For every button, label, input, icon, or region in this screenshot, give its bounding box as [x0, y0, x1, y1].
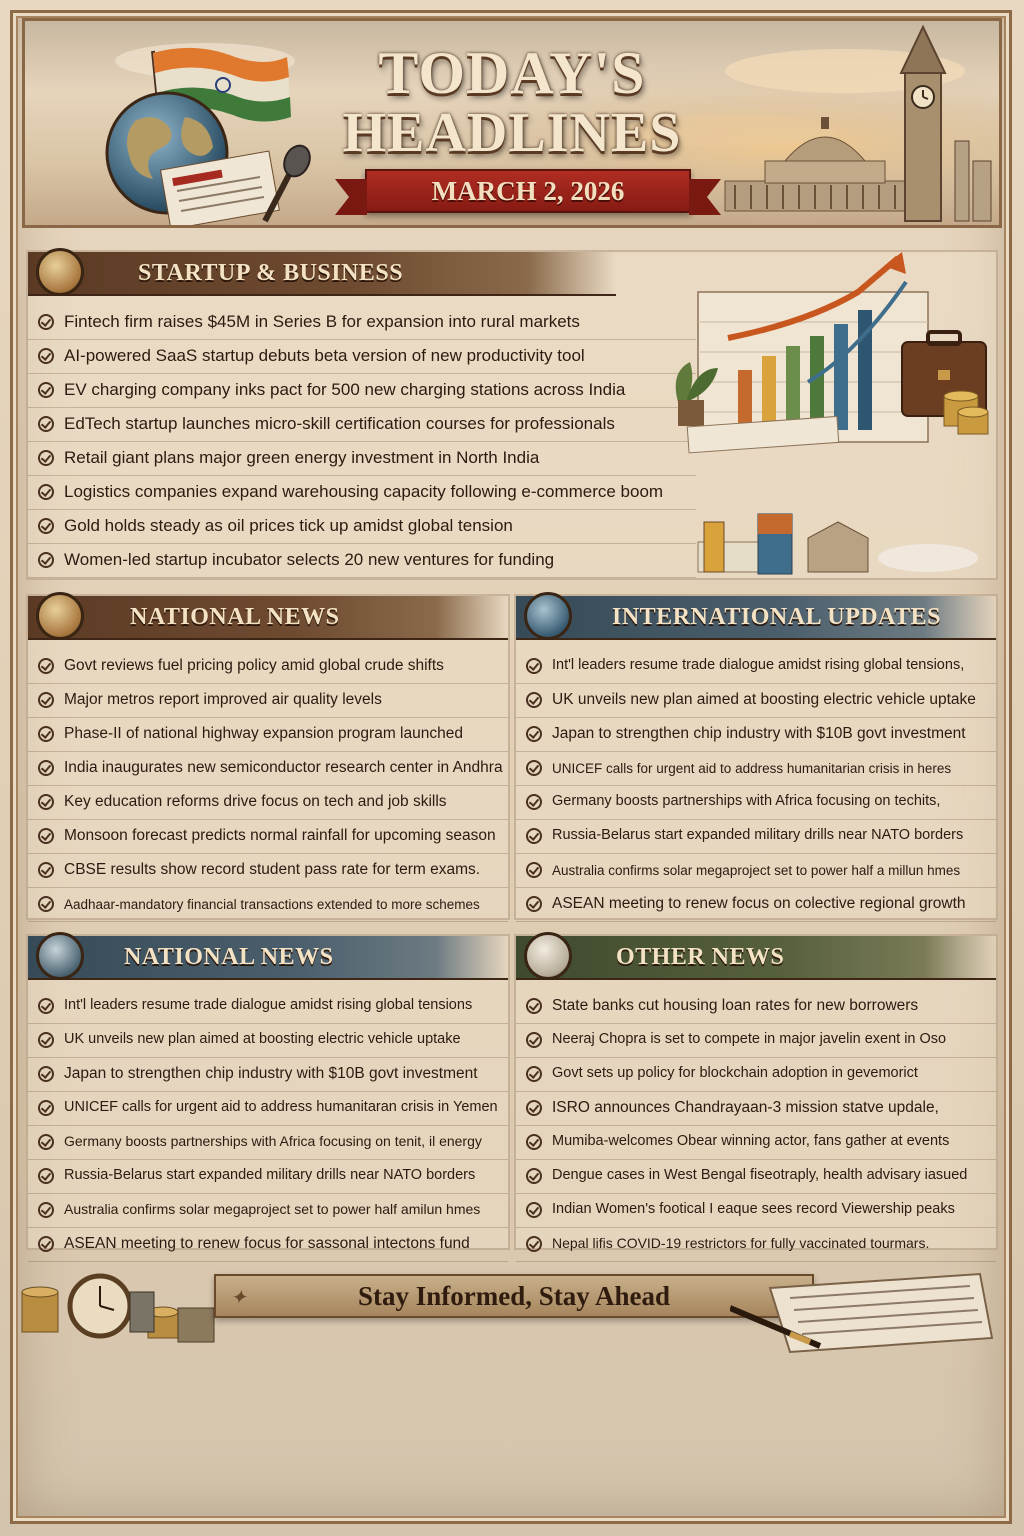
- check-icon: [526, 896, 542, 912]
- section-title-startup: STARTUP & BUSINESS: [138, 260, 404, 286]
- check-icon: [38, 1202, 54, 1218]
- header-banner: [22, 18, 1002, 228]
- list-item[interactable]: Gold holds steady as oil prices tick up amidst global tension: [28, 510, 696, 544]
- list-item[interactable]: Germany boosts partnerships with Africa focusing on techits,: [516, 786, 996, 820]
- date-ribbon: [365, 169, 691, 213]
- list-item[interactable]: Australia confirms solar megaproject set to power half amilun hmes: [28, 1194, 508, 1228]
- list-item[interactable]: ASEAN meeting to renew focus for sassonal intectons fund: [28, 1228, 508, 1262]
- compass-icon: [36, 248, 84, 296]
- check-icon: [38, 1066, 54, 1082]
- check-icon: [526, 794, 542, 810]
- list-item[interactable]: UNICEF calls for urgent aid to address humanitarian crisis in heres: [516, 752, 996, 786]
- section-header-national-1: [28, 596, 508, 640]
- football-icon: [524, 932, 572, 980]
- check-icon: [38, 794, 54, 810]
- globe-icon: [524, 592, 572, 640]
- section-title-national-1: NATIONAL NEWS: [130, 604, 340, 630]
- list-item[interactable]: Japan to strengthen chip industry with $10B govt investment: [28, 1058, 508, 1092]
- list-item[interactable]: EdTech startup launches micro-skill certification courses for professionals: [28, 408, 696, 442]
- other-list: [516, 990, 996, 1262]
- check-icon: [526, 998, 542, 1014]
- check-icon: [38, 552, 54, 568]
- section-title-international: INTERNATIONAL UPDATES: [612, 604, 942, 630]
- list-item[interactable]: Indian Women's footical I eaque sees record Viewership peaks: [516, 1194, 996, 1228]
- list-item[interactable]: Aadhaar-mandatory financial transactions extended to more schemes: [28, 888, 508, 922]
- section-startup-business: [26, 250, 998, 580]
- section-national-news-1: [26, 594, 510, 920]
- check-icon: [526, 1168, 542, 1184]
- check-icon: [38, 1100, 54, 1116]
- star-ornament-icon: ✦: [230, 1287, 247, 1309]
- check-icon: [526, 1066, 542, 1082]
- date-label: MARCH 2, 2026: [431, 176, 625, 206]
- check-icon: [38, 348, 54, 364]
- list-item[interactable]: Germany boosts partnerships with Africa focusing on tenit, il energy: [28, 1126, 508, 1160]
- check-icon: [38, 314, 54, 330]
- check-icon: [38, 382, 54, 398]
- startup-list: [28, 306, 696, 578]
- section-national-news-2: [26, 934, 510, 1250]
- international-list: [516, 650, 996, 922]
- footer-tagline: Stay Informed, Stay Ahead: [357, 1281, 671, 1311]
- list-item[interactable]: Govt reviews fuel pricing policy amid global crude shifts: [28, 650, 508, 684]
- list-item[interactable]: Monsoon forecast predicts normal rainfall for upcoming season: [28, 820, 508, 854]
- check-icon: [38, 862, 54, 878]
- footer-tagline-banner: [214, 1274, 814, 1318]
- check-icon: [38, 760, 54, 776]
- list-item[interactable]: Int'l leaders resume trade dialogue amidst rising global tensions,: [516, 650, 996, 684]
- check-icon: [526, 862, 542, 878]
- list-item[interactable]: Major metros report improved air quality levels: [28, 684, 508, 718]
- check-icon: [38, 1032, 54, 1048]
- list-item[interactable]: Nepal lifis COVID-19 restrictors for fully vaccinated tourmars.: [516, 1228, 996, 1262]
- list-item[interactable]: ISRO announces Chandrayaan-3 mission statve updale,: [516, 1092, 996, 1126]
- check-icon: [38, 658, 54, 674]
- check-icon: [526, 1032, 542, 1048]
- section-header-startup: [28, 252, 616, 296]
- national-2-list: [28, 990, 508, 1262]
- check-icon: [38, 1236, 54, 1252]
- section-header-international: [516, 596, 996, 640]
- page-title-line2: HEADLINES: [342, 102, 682, 164]
- check-icon: [526, 1236, 542, 1252]
- footer-left-illustration: [18, 1262, 218, 1352]
- check-icon: [38, 726, 54, 742]
- list-item[interactable]: Logistics companies expand warehousing capacity following e-commerce boom: [28, 476, 696, 510]
- check-icon: [526, 1100, 542, 1116]
- list-item[interactable]: Neeraj Chopra is set to compete in major javelin exent in Oso: [516, 1024, 996, 1058]
- section-header-national-2: [28, 936, 508, 980]
- section-title-national-2: NATIONAL NEWS: [124, 944, 334, 970]
- check-icon: [38, 416, 54, 432]
- section-title-other: OTHER NEWS: [616, 944, 785, 970]
- business-illustration: [658, 252, 996, 578]
- pocket-watch-icon: [70, 1276, 130, 1336]
- check-icon: [38, 518, 54, 534]
- list-item[interactable]: Govt sets up policy for blockchain adoption in gevemorict: [516, 1058, 996, 1092]
- bar-chart-icon: [698, 252, 928, 442]
- section-other-news: [514, 934, 998, 1250]
- list-item[interactable]: UK unveils new plan aimed at boosting electric vehicle uptake: [516, 684, 996, 718]
- check-icon: [526, 1134, 542, 1150]
- list-item[interactable]: ASEAN meeting to renew focus on colective regional growth: [516, 888, 996, 922]
- check-icon: [38, 1168, 54, 1184]
- check-icon: [38, 484, 54, 500]
- list-item[interactable]: Russia-Belarus start expanded military drills near NATO borders: [516, 820, 996, 854]
- ashoka-chakra-icon: [36, 932, 84, 980]
- list-item[interactable]: State banks cut housing loan rates for new borrowers: [516, 990, 996, 1024]
- check-icon: [38, 998, 54, 1014]
- check-icon: [526, 726, 542, 742]
- list-item[interactable]: Retail giant plans major green energy investment in North India: [28, 442, 696, 476]
- check-icon: [38, 828, 54, 844]
- list-item[interactable]: UK unveils new plan aimed at boosting electric vehicle uptake: [28, 1024, 508, 1058]
- check-icon: [38, 692, 54, 708]
- section-international-updates: [514, 594, 998, 920]
- list-item[interactable]: Mumiba-welcomes Obear winning actor, fans gather at events: [516, 1126, 996, 1160]
- section-header-other: [516, 936, 996, 980]
- check-icon: [38, 896, 54, 912]
- list-item[interactable]: Int'l leaders resume trade dialogue amidst rising global tensions: [28, 990, 508, 1024]
- check-icon: [526, 1202, 542, 1218]
- list-item[interactable]: AI-powered SaaS startup debuts beta version of new productivity tool: [28, 340, 696, 374]
- list-item[interactable]: EV charging company inks pact for 500 new charging stations across India: [28, 374, 696, 408]
- list-item[interactable]: CBSE results show record student pass rate for term exams.: [28, 854, 508, 888]
- list-item[interactable]: Australia confirms solar megaproject set to power half a millun hmes: [516, 854, 996, 888]
- check-icon: [526, 760, 542, 776]
- list-item[interactable]: Phase-II of national highway expansion program launched: [28, 718, 508, 752]
- list-item[interactable]: Russia-Belarus start expanded military drills near NATO borders: [28, 1160, 508, 1194]
- check-icon: [526, 658, 542, 674]
- national-1-list: [28, 650, 508, 922]
- list-item[interactable]: Women-led startup incubator selects 20 new ventures for funding: [28, 544, 696, 578]
- check-icon: [38, 1134, 54, 1150]
- list-item[interactable]: Fintech firm raises $45M in Series B for expansion into rural markets: [28, 306, 696, 340]
- ashoka-chakra-icon: [36, 592, 84, 640]
- check-icon: [526, 828, 542, 844]
- list-item[interactable]: Dengue cases in West Bengal fiseotraply, health advisary iasued: [516, 1160, 996, 1194]
- list-item[interactable]: Japan to strengthen chip industry with $10B govt investment: [516, 718, 996, 752]
- check-icon: [38, 450, 54, 466]
- page-title-line1: TODAY'S: [378, 40, 646, 106]
- list-item[interactable]: UNICEF calls for urgent aid to address humanitaran crisis in Yemen: [28, 1092, 508, 1126]
- check-icon: [526, 692, 542, 708]
- list-item[interactable]: India inaugurates new semiconductor research center in Andhra: [28, 752, 508, 786]
- list-item[interactable]: Key education reforms drive focus on tech and job skills: [28, 786, 508, 820]
- footer-right-illustration: [730, 1268, 1010, 1358]
